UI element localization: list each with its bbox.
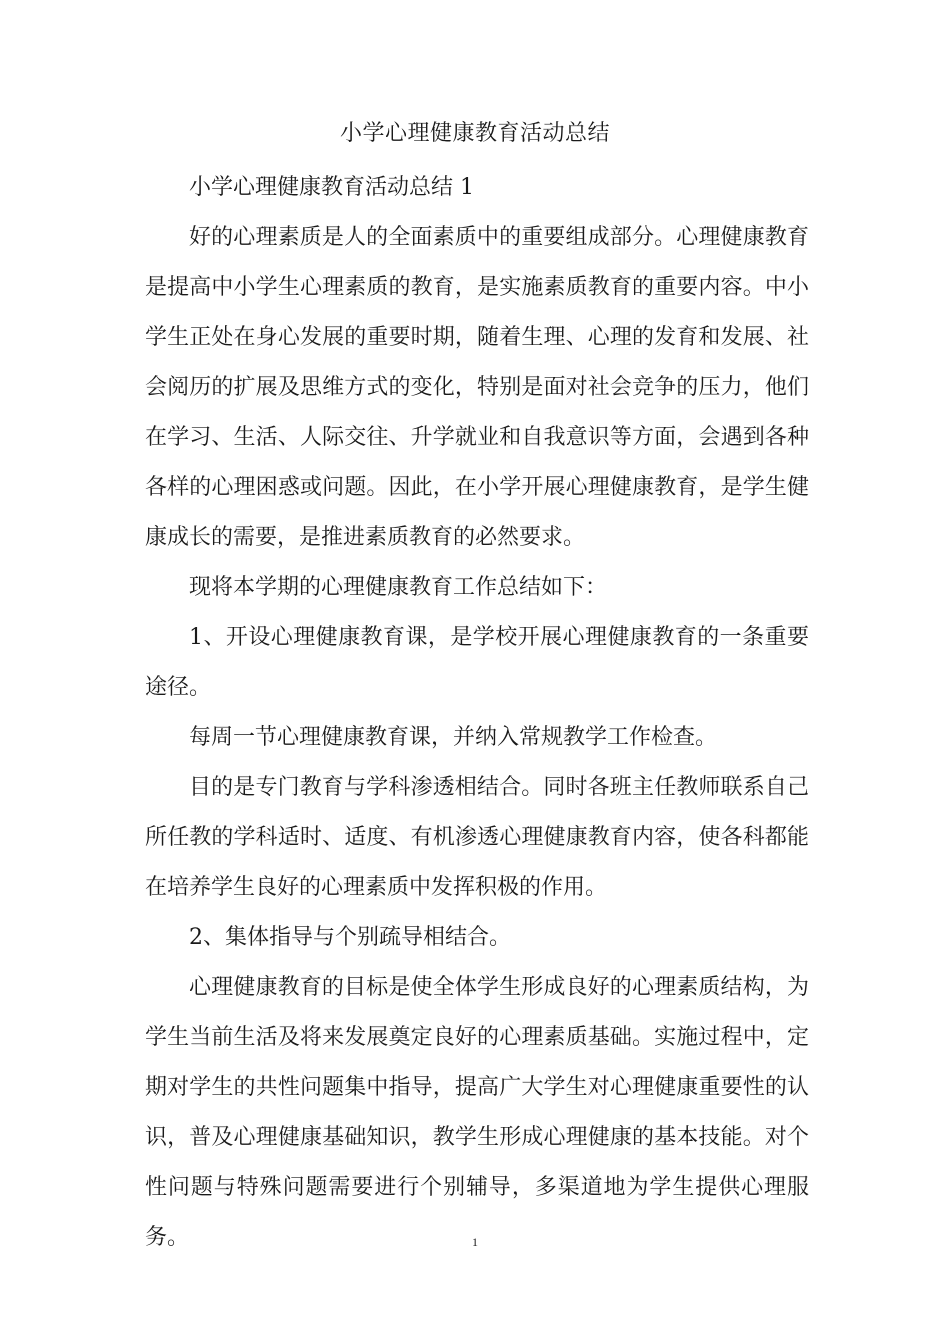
document-title: 小学心理健康教育活动总结 bbox=[339, 121, 610, 146]
paragraph-purpose: 目的是专门教育与学科渗透相结合。同时各班主任教师联系自己所任教的学科适时、适度、有机渗透心理健康教育内容，使各科都能在培养学生良好的心理素质中发挥积极的作用。 bbox=[145, 775, 809, 900]
paragraph-item-1: 1、开设心理健康教育课，是学校开展心理健康教育的一条重要途径。 bbox=[145, 625, 809, 700]
page-number: 1 bbox=[472, 1235, 478, 1249]
paragraph-goal: 心理健康教育的目标是使全体学生形成良好的心理素质结构，为学生当前生活及将来发展奠定良好的心理素质基础。实施过程中，定期对学生的共性问题集中指导，提高广大学生对心理健康重要性的认识，普及心理健康基础知识，教学生形成心理健康的基本技能。对个性问题与特殊问题需要进行个别辅导，多渠道地为学生提供心理服务。 bbox=[145, 975, 809, 1250]
paragraph-intro: 好的心理素质是人的全面素质中的重要组成部分。心理健康教育是提高中小学生心理素质的教育，是实施素质教育的重要内容。中小学生正处在身心发展的重要时期，随着生理、心理的发育和发展、社会阅历的扩展及思维方式的变化，特别是面对社会竞争的压力，他们在学习、生活、人际交往、升学就业和自我意识等方面，会遇到各种各样的心理困惑或问题。因此，在小学开展心理健康教育，是学生健康成长的需要，是推进素质教育的必然要求。 bbox=[145, 225, 809, 550]
document-body bbox=[145, 163, 809, 1263]
paragraph-item-2: 2、集体指导与个别疏导相结合。 bbox=[189, 925, 511, 950]
paragraph-heading: 小学心理健康教育活动总结 1 bbox=[189, 175, 474, 200]
paragraph-weekly-class: 每周一节心理健康教育课，并纳入常规教学工作检查。 bbox=[189, 725, 718, 750]
paragraph-summary-lead: 现将本学期的心理健康教育工作总结如下： bbox=[189, 575, 608, 600]
